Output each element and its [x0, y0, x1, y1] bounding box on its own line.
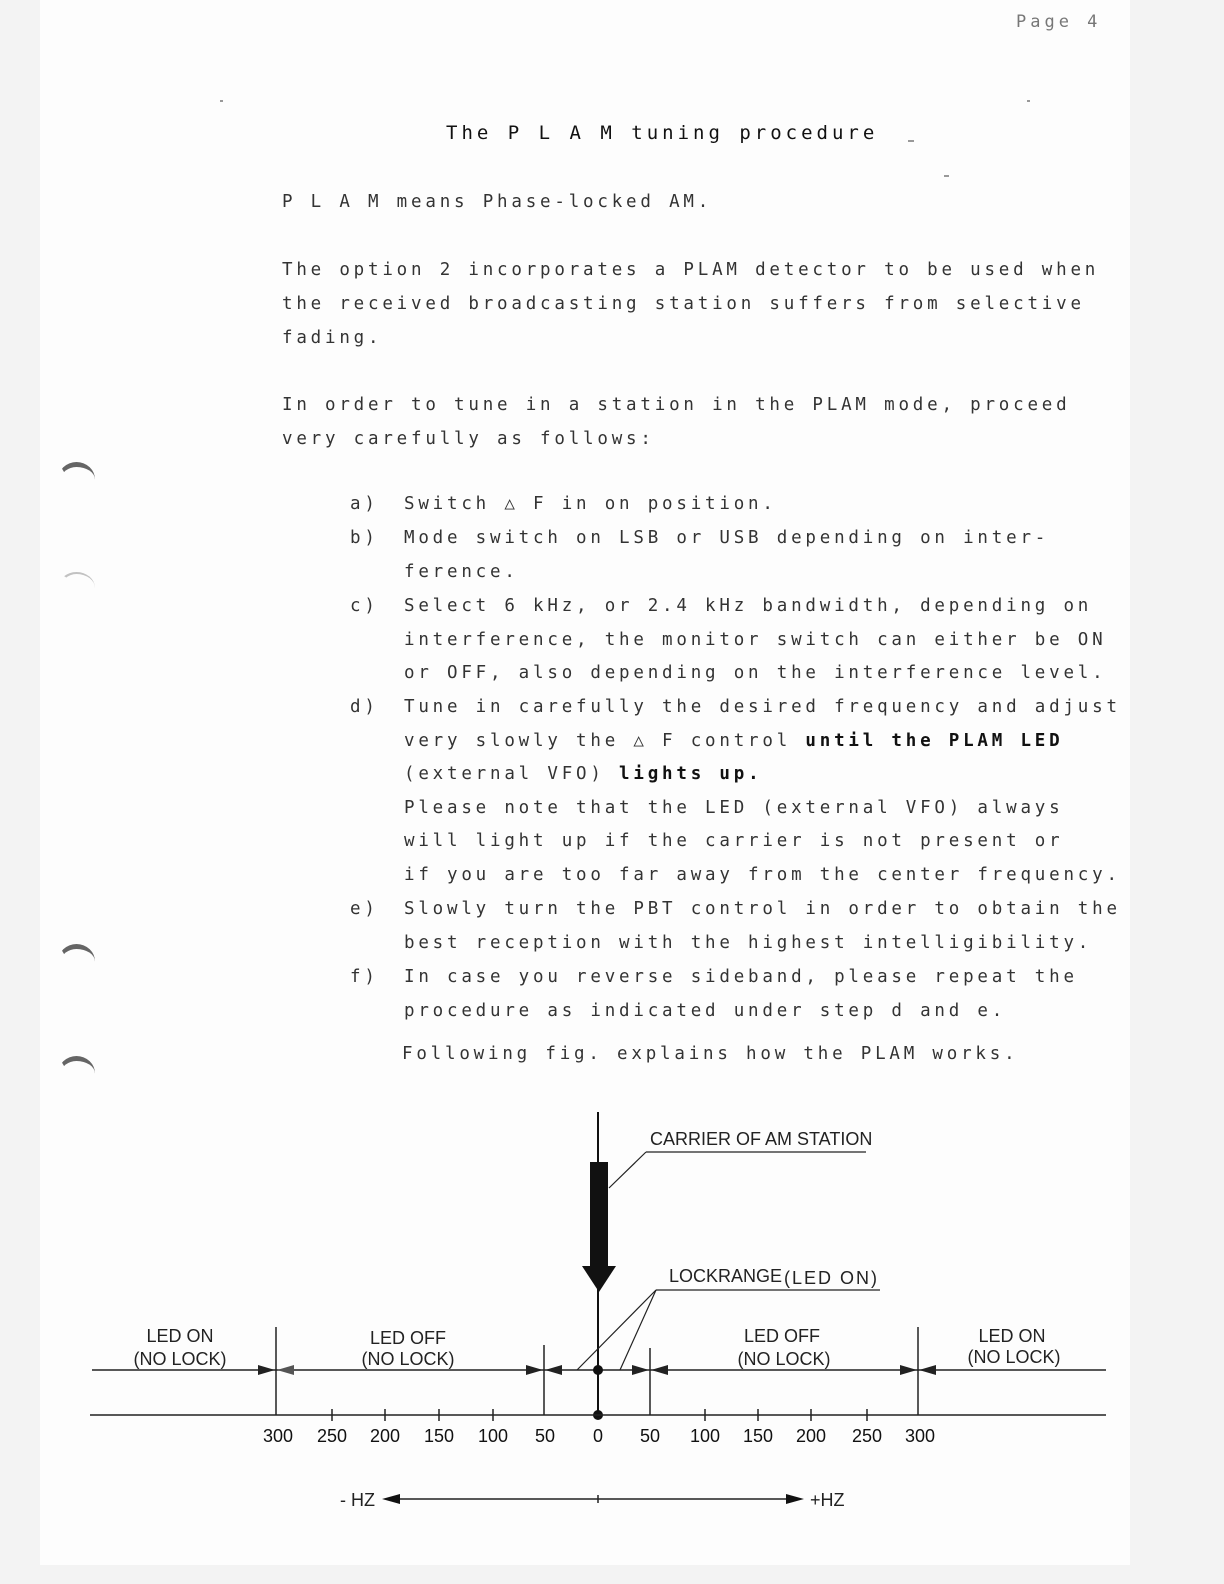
- axis-tick-label: 200: [795, 1426, 827, 1446]
- step-text: very slowly the △ F control: [404, 730, 806, 751]
- carrier-arrow-head: [582, 1266, 616, 1292]
- boundary-arrowhead: [919, 1365, 936, 1375]
- intro-line: P L A M means Phase-locked AM.: [282, 192, 713, 212]
- step-text: (external VFO): [404, 764, 620, 784]
- option-line: The option 2 incorporates a PLAM detector to be used when: [282, 260, 1100, 280]
- step-line: Select 6 kHz, or 2.4 kHz bandwidth, depending on: [404, 596, 1093, 616]
- axis-tick-label: 100: [477, 1426, 509, 1446]
- step-line: Tune in carefully the desired frequency and adjust: [404, 697, 1121, 717]
- step-line: or OFF, also depending on the interference level.: [404, 663, 1107, 683]
- axis-tick-label: 250: [316, 1426, 348, 1446]
- boundary-arrowhead: [545, 1365, 562, 1375]
- note-line: if you are too far away from the center frequency.: [404, 864, 1121, 885]
- boundary-arrowhead: [632, 1365, 649, 1375]
- axis-tick-label: 300: [904, 1426, 936, 1446]
- step-line: interference, the monitor switch can either be ON: [404, 629, 1107, 650]
- negative-hz-label: - HZ: [340, 1490, 375, 1510]
- step-emphasis: until the PLAM LED: [805, 730, 1064, 751]
- axis-tick-labels: [263, 1426, 935, 1446]
- step-label: b): [350, 528, 379, 548]
- step-label: e): [350, 899, 379, 919]
- page-number: Page 4: [1016, 12, 1102, 32]
- axis-tick-label: 150: [742, 1426, 774, 1446]
- order-line: very carefully as follows:: [282, 429, 655, 449]
- step-line: In case you reverse sideband, please repeat the: [404, 967, 1078, 987]
- order-line: In order to tune in a station in the PLAM mode, proceed: [282, 395, 1071, 415]
- page-title: The P L A M tuning procedure: [446, 122, 879, 144]
- note-line: Please note that the LED (external VFO) always: [404, 797, 1064, 818]
- carrier-arrow-shaft: [590, 1162, 608, 1270]
- lockrange-label: LOCKRANGE: [669, 1266, 783, 1286]
- option-line: the received broadcasting station suffers from selective: [282, 294, 1085, 314]
- hz-arrow-right-head: [786, 1494, 804, 1504]
- zone-nolock-right-center: (NO LOCK): [737, 1349, 831, 1369]
- carrier-point: [593, 1365, 603, 1375]
- zone-led-off-left: LED OFF: [369, 1328, 447, 1348]
- step-line: procedure as indicated under step d and e.: [404, 1000, 1007, 1021]
- lockrange-sub-label: (LED ON): [784, 1268, 880, 1288]
- zone-led-on-left: LED ON: [146, 1326, 214, 1346]
- step-label: c): [350, 596, 379, 616]
- note-line: will light up if the carrier is not present or: [404, 831, 1064, 851]
- carrier-label: CARRIER OF AM STATION: [650, 1129, 873, 1149]
- zone-led-on-right: LED ON: [978, 1326, 1046, 1346]
- step-line: Slowly turn the PBT control in order to obtain the: [404, 899, 1121, 919]
- zone-nolock-left-center: (NO LOCK): [361, 1349, 455, 1369]
- option-line: fading.: [282, 328, 383, 348]
- positive-hz-label: +HZ: [810, 1490, 845, 1510]
- step-line: Switch △ F in on position.: [404, 494, 777, 514]
- axis-tick-label: 200: [369, 1426, 401, 1446]
- zone-nolock-right: (NO LOCK): [967, 1347, 1061, 1367]
- zone-led-off-right: LED OFF: [743, 1326, 821, 1346]
- boundary-arrowhead: [900, 1365, 917, 1375]
- step-line: Mode switch on LSB or USB depending on inter-: [404, 528, 1050, 548]
- axis-tick-label: 50: [534, 1426, 556, 1446]
- boundary-arrowhead: [258, 1365, 275, 1375]
- carrier-leader: [609, 1152, 646, 1188]
- step-label: d): [350, 697, 379, 717]
- boundary-arrowhead: [277, 1365, 294, 1375]
- axis-tick-label: 0: [592, 1426, 604, 1446]
- step-emphasis: lights up.: [619, 764, 763, 784]
- figure-caption: Following fig. explains how the PLAM works.: [402, 1044, 1019, 1064]
- axis-tick-label: 50: [639, 1426, 661, 1446]
- axis-tick-label: 300: [262, 1426, 294, 1446]
- step-label: f): [350, 967, 379, 987]
- hz-arrow-left-head: [382, 1494, 400, 1504]
- axis-tick-label: 250: [851, 1426, 883, 1446]
- axis-tick-label: 150: [423, 1426, 455, 1446]
- lockrange-leader: [577, 1290, 656, 1370]
- step-label: a): [350, 494, 379, 514]
- axis-tick-label: 100: [689, 1426, 721, 1446]
- zone-nolock-left: (NO LOCK): [133, 1349, 227, 1369]
- boundary-arrowhead: [651, 1365, 668, 1375]
- step-line: ference.: [404, 561, 519, 582]
- boundary-arrowhead: [526, 1365, 543, 1375]
- step-line: best reception with the highest intelligibility.: [404, 932, 1093, 953]
